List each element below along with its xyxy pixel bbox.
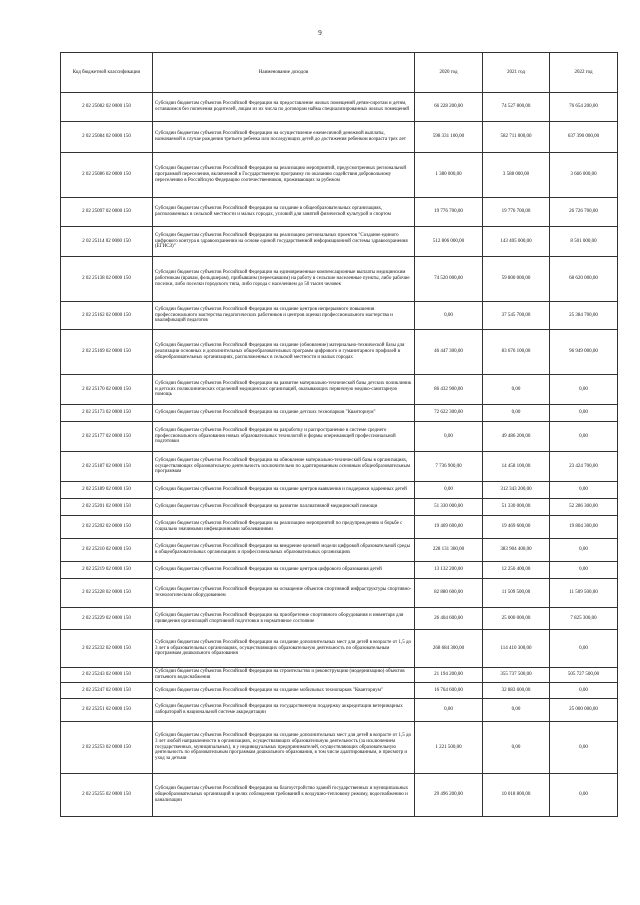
cell-v2021: 0,00 — [483, 699, 550, 722]
cell-code: 2 02 25255 02 0000 150 — [61, 774, 153, 817]
cell-v2021: 143 405 000,00 — [483, 227, 550, 257]
cell-v2021: 19 776 700,00 — [483, 198, 550, 227]
cell-v2020: 228 131 300,00 — [415, 539, 483, 562]
cell-v2021: 49 486 200,00 — [483, 422, 550, 452]
cell-code: 2 02 25138 02 0000 150 — [61, 257, 153, 302]
cell-v2022: 23 424 700,00 — [550, 452, 618, 482]
cell-code: 2 02 25219 02 0000 150 — [61, 562, 153, 579]
cell-name: Субсидии бюджетам субъектов Российской Федерации на осуществление ежемесячной денежной выплаты, назначаемой в случае рождения третьего ребенка или последующих детей до достижения ребенком возраста трех лет — [153, 122, 415, 153]
table-header-row — [61, 53, 618, 93]
cell-name: Субсидии бюджетам субъектов Российской Федерации на разработку и распространение в системе среднего профессионального образования новых образовательных технологий и формы опережающей профессиональной подготовки — [153, 422, 415, 452]
header-code: Код бюджетной классификации — [61, 53, 153, 93]
cell-v2020: 1 221 500,00 — [415, 722, 483, 774]
cell-name: Субсидии бюджетам субъектов Российской Федерации на создание центров цифрового образования детей — [153, 562, 415, 579]
cell-name: Субсидии бюджетам субъектов Российской Федерации на создание центров выявления и поддержки одаренных детей — [153, 482, 415, 499]
page-number: 9 — [318, 29, 322, 37]
cell-code: 2 02 25247 02 0000 150 — [61, 683, 153, 699]
cell-v2021: 11 509 500,00 — [483, 579, 550, 608]
header-2021: 2021 год — [483, 53, 550, 93]
cell-v2021: 37 545 700,00 — [483, 302, 550, 330]
cell-code: 2 02 25169 02 0000 150 — [61, 330, 153, 375]
table-row — [61, 499, 618, 516]
cell-name: Субсидии бюджетам субъектов Российской Федерации на создание дополнительных мест для детей в возрасте от 1,5 до 3 лет в образовательных организациях, осуществляющих образовательную деятельность по образовательным программам дошкольного образования — [153, 630, 415, 668]
cell-name: Субсидии бюджетам субъектов Российской Федерации на создание детских технопарков "Кванториум" — [153, 405, 415, 422]
cell-v2021: 51 330 000,00 — [483, 499, 550, 516]
cell-v2021: 582 711 000,00 — [483, 122, 550, 153]
cell-code: 2 02 25229 02 0000 150 — [61, 608, 153, 630]
cell-v2022: 96 949 000,00 — [550, 330, 618, 375]
cell-code: 2 02 25170 02 0000 150 — [61, 375, 153, 405]
cell-v2022: 3 666 000,00 — [550, 153, 618, 198]
cell-v2021: 0,00 — [483, 722, 550, 774]
cell-name: Субсидии бюджетам субъектов Российской Федерации на обновление материально-технической базы в организациях, осуществляющих образовательную деятельность исключительно по адаптированным основным общеобразовательным программам — [153, 452, 415, 482]
cell-v2021: 114 410 300,00 — [483, 630, 550, 668]
table-row — [61, 122, 618, 153]
cell-v2021: 74 527 800,00 — [483, 93, 550, 122]
table-row — [61, 422, 618, 452]
cell-v2021: 0,00 — [483, 405, 550, 422]
table-body — [61, 93, 618, 817]
cell-v2022: 0,00 — [550, 375, 618, 405]
cell-name: Субсидии бюджетам субъектов Российской Федерации на реализацию региональных проектов "Создание единого цифрового контура в здравоохранении на основе единой государственной информационной системы здравоохранения (ЕГИСЗ)" — [153, 227, 415, 257]
table-row — [61, 330, 618, 375]
cell-v2020: 0,00 — [415, 302, 483, 330]
table-row — [61, 405, 618, 422]
table-row — [61, 227, 618, 257]
cell-code: 2 02 25189 02 0000 150 — [61, 482, 153, 499]
table-row — [61, 608, 618, 630]
table-row — [61, 562, 618, 579]
header-name: Наименование доходов — [153, 53, 415, 93]
table-row — [61, 539, 618, 562]
cell-v2021: 32 883 600,00 — [483, 683, 550, 699]
table-row — [61, 93, 618, 122]
table-row — [61, 198, 618, 227]
cell-code: 2 02 25086 02 0000 150 — [61, 153, 153, 198]
header-2020: 2020 год — [415, 53, 483, 93]
cell-v2020: 0,00 — [415, 699, 483, 722]
cell-v2020: 598 331 100,00 — [415, 122, 483, 153]
cell-v2022: 0,00 — [550, 722, 618, 774]
table-row — [61, 375, 618, 405]
cell-v2021: 3 588 000,00 — [483, 153, 550, 198]
cell-v2021: 19 469 600,00 — [483, 516, 550, 539]
cell-code: 2 02 25201 02 0000 150 — [61, 499, 153, 516]
cell-code: 2 02 25202 02 0000 150 — [61, 516, 153, 539]
cell-name: Субсидии бюджетам субъектов Российской Федерации на внедрение целевой модели цифровой образовательной среды в общеобразовательных организациях и профессиональных образовательных организациях — [153, 539, 415, 562]
cell-v2022: 0,00 — [550, 630, 618, 668]
cell-v2020: 13 132 200,00 — [415, 562, 483, 579]
cell-v2020: 16 764 600,00 — [415, 683, 483, 699]
cell-code: 2 02 25173 02 0000 150 — [61, 405, 153, 422]
cell-code: 2 02 25243 02 0000 150 — [61, 668, 153, 683]
cell-name: Субсидии бюджетам субъектов Российской Федерации на развитие материально-технической базы детских поликлиник и детских поликлинических отделений медицинских организаций, оказывающих первичную медико-санитарную помощь — [153, 375, 415, 405]
cell-v2021: 10 018 800,00 — [483, 774, 550, 817]
cell-code: 2 02 25187 02 0000 150 — [61, 452, 153, 482]
cell-v2022: 0,00 — [550, 562, 618, 579]
cell-v2020: 74 520 000,00 — [415, 257, 483, 302]
table-row — [61, 153, 618, 198]
cell-code: 2 02 25082 02 0000 150 — [61, 93, 153, 122]
cell-v2022: 76 654 200,00 — [550, 93, 618, 122]
cell-v2020: 21 194 200,00 — [415, 668, 483, 683]
cell-name: Субсидии бюджетам субъектов Российской Федерации на единовременные компенсационные выплаты медицинским работникам (врачам, фельдшерам), прибывшим (переехавшим) на работу в сельские населенные пункты, либо рабочие поселки, либо поселки городского типа, либо города с населением до 50 тысяч человек — [153, 257, 415, 302]
cell-v2021: 383 904 400,00 — [483, 539, 550, 562]
cell-name: Субсидии бюджетам субъектов Российской Федерации на оснащение объектов спортивной инфраструктуры спортивно-технологическим оборудованием — [153, 579, 415, 608]
cell-v2020: 29 496 200,00 — [415, 774, 483, 817]
cell-code: 2 02 25251 02 0000 150 — [61, 699, 153, 722]
cell-v2020: 0,00 — [415, 422, 483, 452]
cell-v2022: 505 727 500,00 — [550, 668, 618, 683]
cell-name: Субсидии бюджетам субъектов Российской Федерации на предоставление жилых помещений детям-сиротам и детям, оставшимся без попечения родителей, лицам из их числа по договорам найма специализированных жилых помещений — [153, 93, 415, 122]
cell-v2022: 0,00 — [550, 422, 618, 452]
cell-v2022: 0,00 — [550, 774, 618, 817]
cell-v2022: 0,00 — [550, 683, 618, 699]
cell-code: 2 02 25228 02 0000 150 — [61, 579, 153, 608]
cell-v2020: 268 684 300,00 — [415, 630, 483, 668]
cell-code: 2 02 25114 02 0000 150 — [61, 227, 153, 257]
cell-code: 2 02 25210 02 0000 150 — [61, 539, 153, 562]
cell-code: 2 02 25177 02 0000 150 — [61, 422, 153, 452]
table-row — [61, 630, 618, 668]
cell-name: Субсидии бюджетам субъектов Российской Федерации на государственную поддержку аккредитации ветеринарных лабораторий в национальной системе аккредитации — [153, 699, 415, 722]
cell-v2022: 26 726 700,00 — [550, 198, 618, 227]
cell-v2022: 7 825 300,00 — [550, 608, 618, 630]
header-2022: 2022 год — [550, 53, 618, 93]
cell-name: Субсидии бюджетам субъектов Российской Федерации на благоустройство зданий государственных и муниципальных общеобразовательных организаций в целях соблюдения требований к воздушно-тепловому режиму, водоснабжению и канализации — [153, 774, 415, 817]
cell-v2020: 0,00 — [415, 482, 483, 499]
cell-v2022: 0,00 — [550, 482, 618, 499]
table-row — [61, 452, 618, 482]
cell-v2020: 51 330 000,00 — [415, 499, 483, 516]
cell-v2020: 82 880 600,00 — [415, 579, 483, 608]
table-row — [61, 516, 618, 539]
cell-v2022: 11 509 500,00 — [550, 579, 618, 608]
cell-v2021: 312 343 200,00 — [483, 482, 550, 499]
table-row — [61, 257, 618, 302]
cell-code: 2 02 25084 02 0000 150 — [61, 122, 153, 153]
cell-v2020: 26 404 600,00 — [415, 608, 483, 630]
cell-v2020: 512 806 000,00 — [415, 227, 483, 257]
cell-name: Субсидии бюджетам субъектов Российской Федерации на приобретение спортивного оборудования и инвентаря для приведения организаций спортивной подготовки в нормативное состояние — [153, 608, 415, 630]
cell-v2022: 19 804 300,00 — [550, 516, 618, 539]
cell-v2020: 86 432 900,00 — [415, 375, 483, 405]
table-row — [61, 683, 618, 699]
table-row — [61, 699, 618, 722]
cell-v2021: 355 737 500,00 — [483, 668, 550, 683]
cell-v2021: 59 800 000,00 — [483, 257, 550, 302]
cell-v2020: 66 228 200,00 — [415, 93, 483, 122]
table-row — [61, 482, 618, 499]
cell-v2021: 14 458 100,00 — [483, 452, 550, 482]
cell-code: 2 02 25162 02 0000 150 — [61, 302, 153, 330]
cell-name: Субсидии бюджетам субъектов Российской Федерации на развитие паллиативной медицинской помощи — [153, 499, 415, 516]
cell-name: Субсидии бюджетам субъектов Российской Федерации на создание дополнительных мест для детей в возрасте от 1,5 до 3 лет любой направленности в организациях, осуществляющих образовательную деятельность (за исключением государственных, муниципальных), и у индивидуальных предпринимателей, осуществляющих образовательную деятельность по образовательным программам дошкольного образования, в том числе адаптированным, и присмотр и уход за детьми — [153, 722, 415, 774]
cell-v2020: 7 736 900,00 — [415, 452, 483, 482]
cell-v2022: 25 000 000,00 — [550, 699, 618, 722]
cell-v2020: 19 776 700,00 — [415, 198, 483, 227]
table-row — [61, 668, 618, 683]
cell-v2022: 8 501 000,00 — [550, 227, 618, 257]
cell-v2022: 25 384 700,00 — [550, 302, 618, 330]
cell-v2021: 12 256 400,00 — [483, 562, 550, 579]
cell-code: 2 02 25097 02 0000 150 — [61, 198, 153, 227]
cell-v2022: 52 286 300,00 — [550, 499, 618, 516]
cell-code: 2 02 25253 02 0000 150 — [61, 722, 153, 774]
cell-v2020: 1 380 000,00 — [415, 153, 483, 198]
cell-v2020: 72 622 300,00 — [415, 405, 483, 422]
cell-v2020: 46 447 300,00 — [415, 330, 483, 375]
cell-name: Субсидии бюджетам субъектов Российской Федерации на создание (обновление) материально-технической базы для реализации основных и дополнительных общеобразовательных программ цифрового и гуманитарного профилей в общеобразовательных организациях, расположенных в сельской местности и малых городах — [153, 330, 415, 375]
cell-name: Субсидии бюджетам субъектов Российской Федерации на создание в общеобразовательных организациях, расположенных в сельской местности и малых городах, условий для занятий физической культурой и спортом — [153, 198, 415, 227]
table-row — [61, 774, 618, 817]
table-row — [61, 722, 618, 774]
cell-v2022: 68 620 000,00 — [550, 257, 618, 302]
cell-v2022: 637 390 000,00 — [550, 122, 618, 153]
table-row — [61, 302, 618, 330]
cell-v2022: 0,00 — [550, 405, 618, 422]
cell-v2020: 19 469 600,00 — [415, 516, 483, 539]
cell-code: 2 02 25232 02 0000 150 — [61, 630, 153, 668]
cell-name: Субсидии бюджетам субъектов Российской Федерации на создание центров непрерывного повышения профессионального мастерства педагогических работников и центров оценки профессионального мастерства и квалификаций педагогов — [153, 302, 415, 330]
cell-v2022: 0,00 — [550, 539, 618, 562]
table-row — [61, 579, 618, 608]
cell-v2021: 0,00 — [483, 375, 550, 405]
cell-name: Субсидии бюджетам субъектов Российской Федерации на создание мобильных технопарков "Кванториум" — [153, 683, 415, 699]
cell-v2021: 83 676 100,00 — [483, 330, 550, 375]
cell-name: Субсидии бюджетам субъектов Российской Федерации на реализацию мероприятий, предусмотренных региональной программой переселения, включенной в Государственную программу по оказанию содействия добровольному переселению в Российскую Федерацию соотечественников, проживающих за рубежом — [153, 153, 415, 198]
cell-name: Субсидии бюджетам субъектов Российской Федерации на реализацию мероприятий по предупреждению и борьбе с социально значимыми инфекционными заболеваниями — [153, 516, 415, 539]
cell-name: Субсидии бюджетам субъектов Российской Федерации на строительство и реконструкцию (модернизацию) объектов питьевого водоснабжения — [153, 668, 415, 683]
budget-table — [60, 52, 618, 817]
cell-v2021: 25 000 000,00 — [483, 608, 550, 630]
